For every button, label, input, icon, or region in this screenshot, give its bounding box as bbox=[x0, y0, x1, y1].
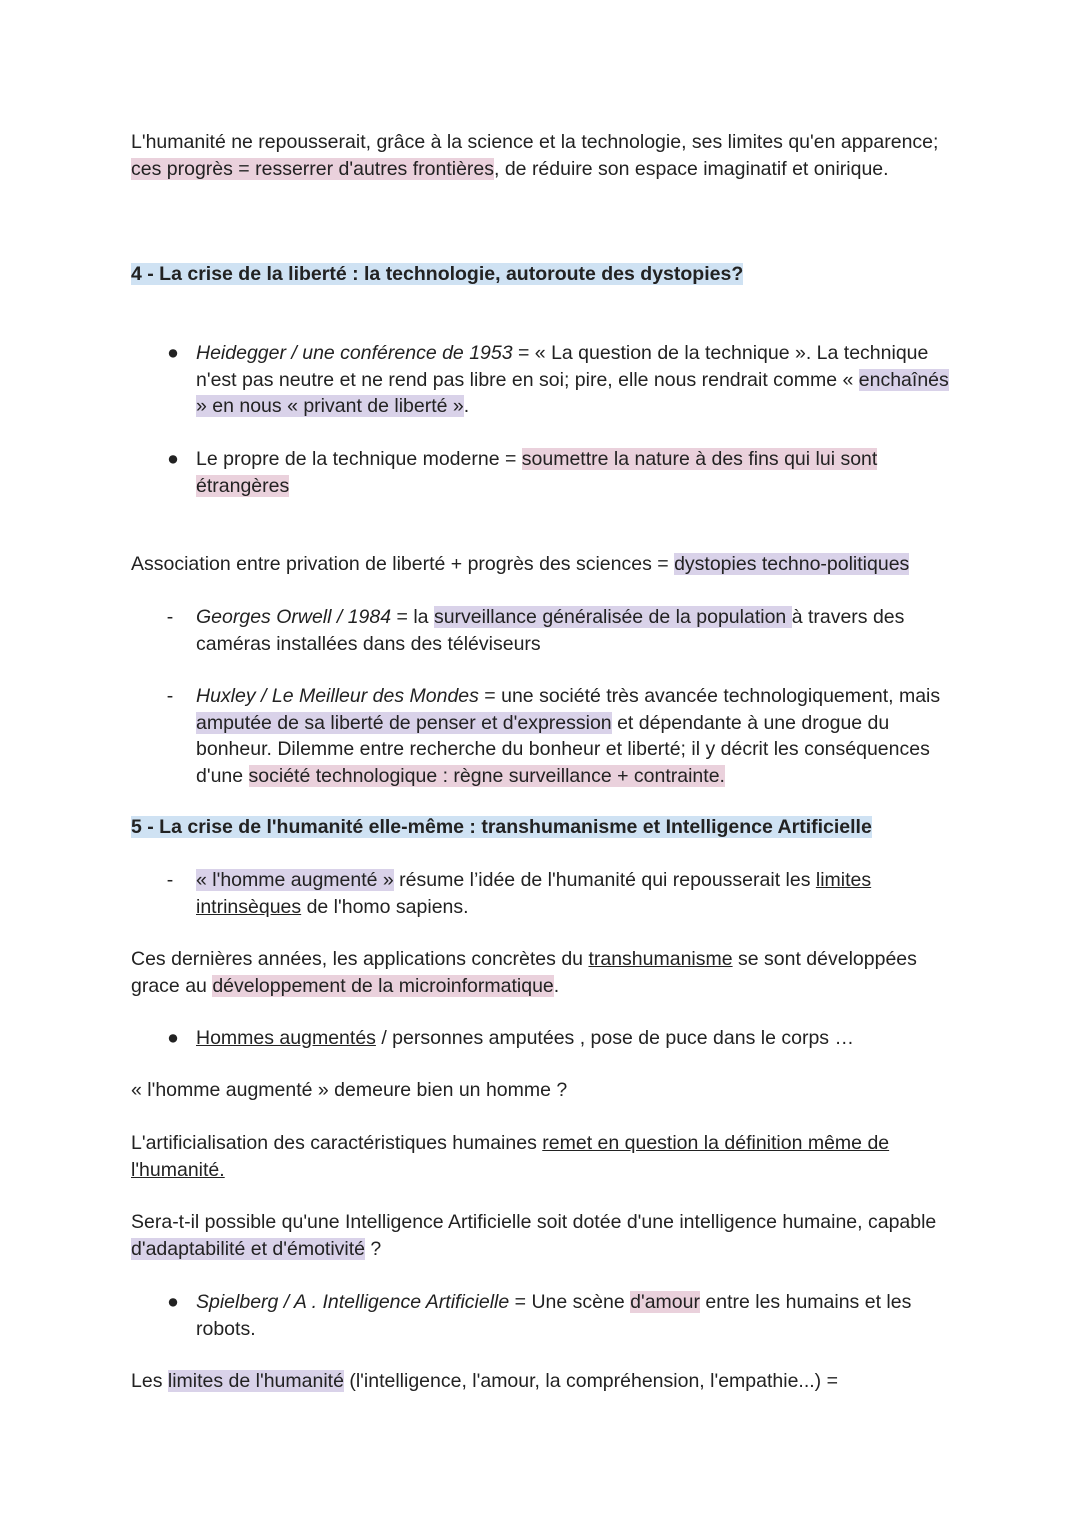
para1-text-b: se sont développées grace au bbox=[131, 948, 917, 997]
association-text: Association entre privation de liberté + progrès des sciences = bbox=[131, 553, 675, 575]
homme-augmente-text-b: de l'homo sapiens. bbox=[301, 895, 469, 918]
para1-text-c: . bbox=[553, 974, 560, 997]
spielberg-text-b: entre les humains et les robots. bbox=[196, 1291, 912, 1340]
para2-text: L'artificialisation des caractéristiques humaines bbox=[131, 1132, 543, 1154]
microinformatique-highlight: développement de la microinformatique bbox=[212, 974, 554, 997]
orwell-author: Georges Orwell / 1984 bbox=[196, 606, 392, 628]
para3-text-b: ? bbox=[365, 1237, 382, 1260]
question-paragraph: « l'homme augmenté » demeure bien un homme ? bbox=[131, 1079, 568, 1101]
technique-highlight: soumettre la nature à des fins qui lui sont étrangères bbox=[196, 448, 878, 497]
association-paragraph bbox=[131, 551, 961, 578]
heidegger-author: Heidegger / une conférence de 1953 bbox=[196, 342, 513, 364]
bullet-marker: ● bbox=[167, 448, 179, 470]
orwell-text-a: = la bbox=[391, 606, 434, 628]
dash-marker: - bbox=[166, 869, 174, 891]
heidegger-highlight: enchaînés » en nous « privant de liberté » bbox=[196, 368, 949, 417]
limites-highlight: limites de l'humanité bbox=[167, 1370, 344, 1392]
section-4-heading bbox=[131, 261, 961, 288]
heidegger-text-a: = « La question de la technique ». La technique n'est pas neutre et ne rend pas libre en soi; pire, elle nous rendrait comme « bbox=[196, 342, 929, 391]
bullet-marker: ● bbox=[167, 342, 179, 364]
para4-text-a: Les bbox=[131, 1370, 168, 1392]
limites-underline: limites intrinsèques bbox=[196, 869, 872, 918]
transhumanisme-underline: transhumanisme bbox=[588, 948, 733, 970]
limites-paragraph bbox=[131, 1368, 961, 1395]
hommes-augmentes-underline: Hommes augmentés bbox=[196, 1027, 376, 1049]
adaptabilite-highlight: d'adaptabilité et d'émotivité bbox=[131, 1237, 366, 1260]
spielberg-author: Spielberg / A . Intelligence Artificielle bbox=[196, 1291, 510, 1313]
association-highlight: dystopies techno-politiques bbox=[674, 553, 910, 575]
intro-text-a: L'humanité ne repousserait, grâce à la science et la technologie, ses limites qu'en apparence; bbox=[131, 131, 939, 153]
hommes-augmentes-item bbox=[196, 1025, 956, 1052]
artificialisation-paragraph bbox=[131, 1130, 961, 1183]
bullet-marker: ● bbox=[167, 1291, 179, 1313]
hommes-augmentes-text: / personnes amputées , pose de puce dans le corps … bbox=[375, 1027, 854, 1049]
heidegger-text-b: . bbox=[463, 395, 470, 417]
dash-marker: - bbox=[166, 606, 174, 628]
orwell-text-b: à travers des caméras installées dans des téléviseurs bbox=[196, 606, 905, 655]
homme-augmente-text-a: résume l’idée de l'humanité qui repousserait les bbox=[393, 869, 816, 891]
orwell-item bbox=[196, 604, 956, 657]
huxley-text-b: et dépendante à une drogue du bonheur. Dilemme entre recherche du bonheur et liberté; il y décrit les conséquences d'une bbox=[196, 711, 930, 787]
spielberg-text-a: = Une scène bbox=[509, 1291, 631, 1313]
huxley-author: Huxley / Le Meilleur des Mondes bbox=[196, 685, 479, 707]
intro-paragraph bbox=[131, 129, 961, 182]
huxley-text-a: = une société très avancée technologiquement, mais bbox=[478, 685, 941, 707]
heidegger-item bbox=[196, 340, 956, 420]
bullet-marker: ● bbox=[167, 1027, 179, 1049]
technique-text: Le propre de la technique moderne = bbox=[196, 448, 522, 470]
amour-highlight: d'amour bbox=[630, 1291, 700, 1313]
ia-question-paragraph bbox=[131, 1209, 961, 1262]
orwell-highlight: surveillance généralisée de la population bbox=[433, 606, 792, 628]
technique-moderne-item bbox=[196, 446, 956, 499]
para4-text-b: (l'intelligence, l'amour, la compréhension, l'empathie...) = bbox=[343, 1370, 838, 1392]
para1-text-a: Ces dernières années, les applications concrètes du bbox=[131, 948, 589, 970]
definition-underline: remet en question la définition même de l'humanité. bbox=[131, 1132, 890, 1181]
section-5-heading-text: 5 - La crise de l'humanité elle-même : transhumanisme et Intelligence Artificielle bbox=[131, 816, 872, 838]
section-5-heading bbox=[131, 814, 961, 841]
huxley-item bbox=[196, 683, 956, 789]
huxley-highlight-2: société technologique : règne surveillance + contrainte. bbox=[248, 764, 725, 787]
dash-marker: - bbox=[166, 685, 174, 707]
homme-augmente-highlight: « l'homme augmenté » bbox=[196, 869, 394, 891]
section-4-heading-text: 4 - La crise de la liberté : la technologie, autoroute des dystopies? bbox=[131, 263, 744, 285]
homme-augmente-item bbox=[196, 867, 956, 920]
para3-text-a: Sera-t-il possible qu'une Intelligence Artificielle soit dotée d'une intelligence humaine, capable bbox=[131, 1211, 937, 1233]
intro-highlight: ces progrès = resserrer d'autres frontières bbox=[131, 157, 494, 180]
huxley-highlight-1: amputée de sa liberté de penser et d'expression bbox=[196, 711, 612, 734]
intro-text-b: , de réduire son espace imaginatif et onirique. bbox=[494, 157, 889, 180]
transhumanisme-paragraph bbox=[131, 946, 961, 999]
spielberg-item bbox=[196, 1289, 956, 1342]
